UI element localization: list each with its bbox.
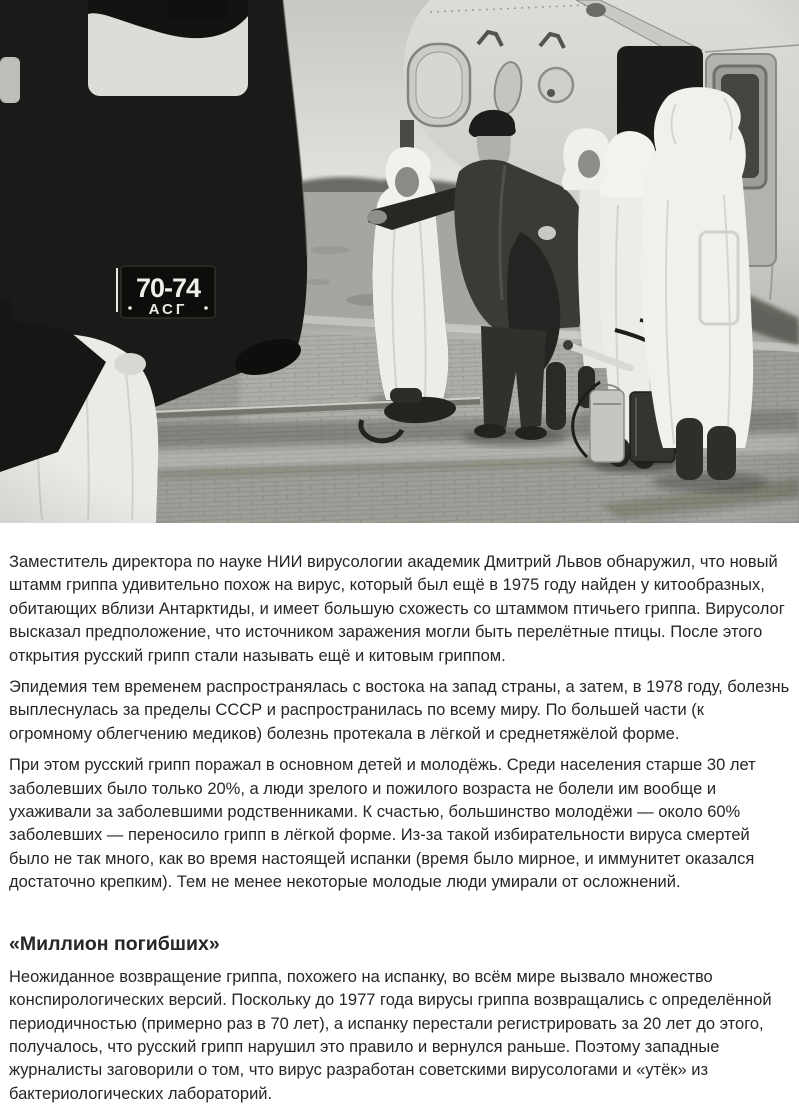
section-heading: «Миллион погибших» (9, 932, 220, 955)
news-photo (0, 0, 799, 523)
paragraph-1: Заместитель директора по науке НИИ вирусологии академик Дмитрий Львов обнаружил, что новый штамм гриппа удивительно похож на вирус, который был ещё в 1975 году найден у китообразных, обитающих вблизи Антарктиды, и имеет большую схожесть со штаммом птичьего гриппа. Вирусолог высказал предположение, что источником заражения могли быть перелётные птицы. После этого открытия русский грипп стали называть ещё и китовым гриппом. (9, 553, 785, 665)
photo-illustration (0, 0, 799, 523)
paragraph-3: При этом русский грипп поражал в основном детей и молодёжь. Среди населения старше 30 лет заболевших было только 20%, а люди зрелого и пожилого возраста не болели им вообще и ухаживали за заболевшими родственниками. К счастью, большинство молодёжи — около 60% заболевших — переносило грипп в лёгкой форме. Из-за такой избирательности вируса смертей было не так много, как во время настоящей испанки (время было мирное, и иммунитет оказался достаточно крепким). Тем не менее некоторые молодые люди умирали от осложнений. (9, 756, 756, 892)
paragraph-4: Неожиданное возвращение гриппа, похожего на испанку, во всём мире вызвало множество конспирологических версий. Поскольку до 1977 года вирусы гриппа возвращались с определённой периодичностью (примерно раз в 70 лет), а испанку перестали регистрировать за 20 лет до этого, получалось, что русский грипп нарушил это правило и вернулся раньше. Поэтому западные журналисты заговорили о том, что вирус разработан советскими вирусологами и «утёк» из бактериологических лабораторий. (9, 967, 772, 1103)
photo-vignette (0, 0, 799, 523)
paragraph-2: Эпидемия тем временем распространялась с востока на запад страны, а затем, в 1978 году, болезнь выплеснулась за пределы СССР и распространилась по всему миру. По большей части (к огромному облегчению медиков) болезнь протекала в лёгкой и среднетяжёлой форме. (9, 678, 790, 743)
article-body (0, 523, 799, 1106)
